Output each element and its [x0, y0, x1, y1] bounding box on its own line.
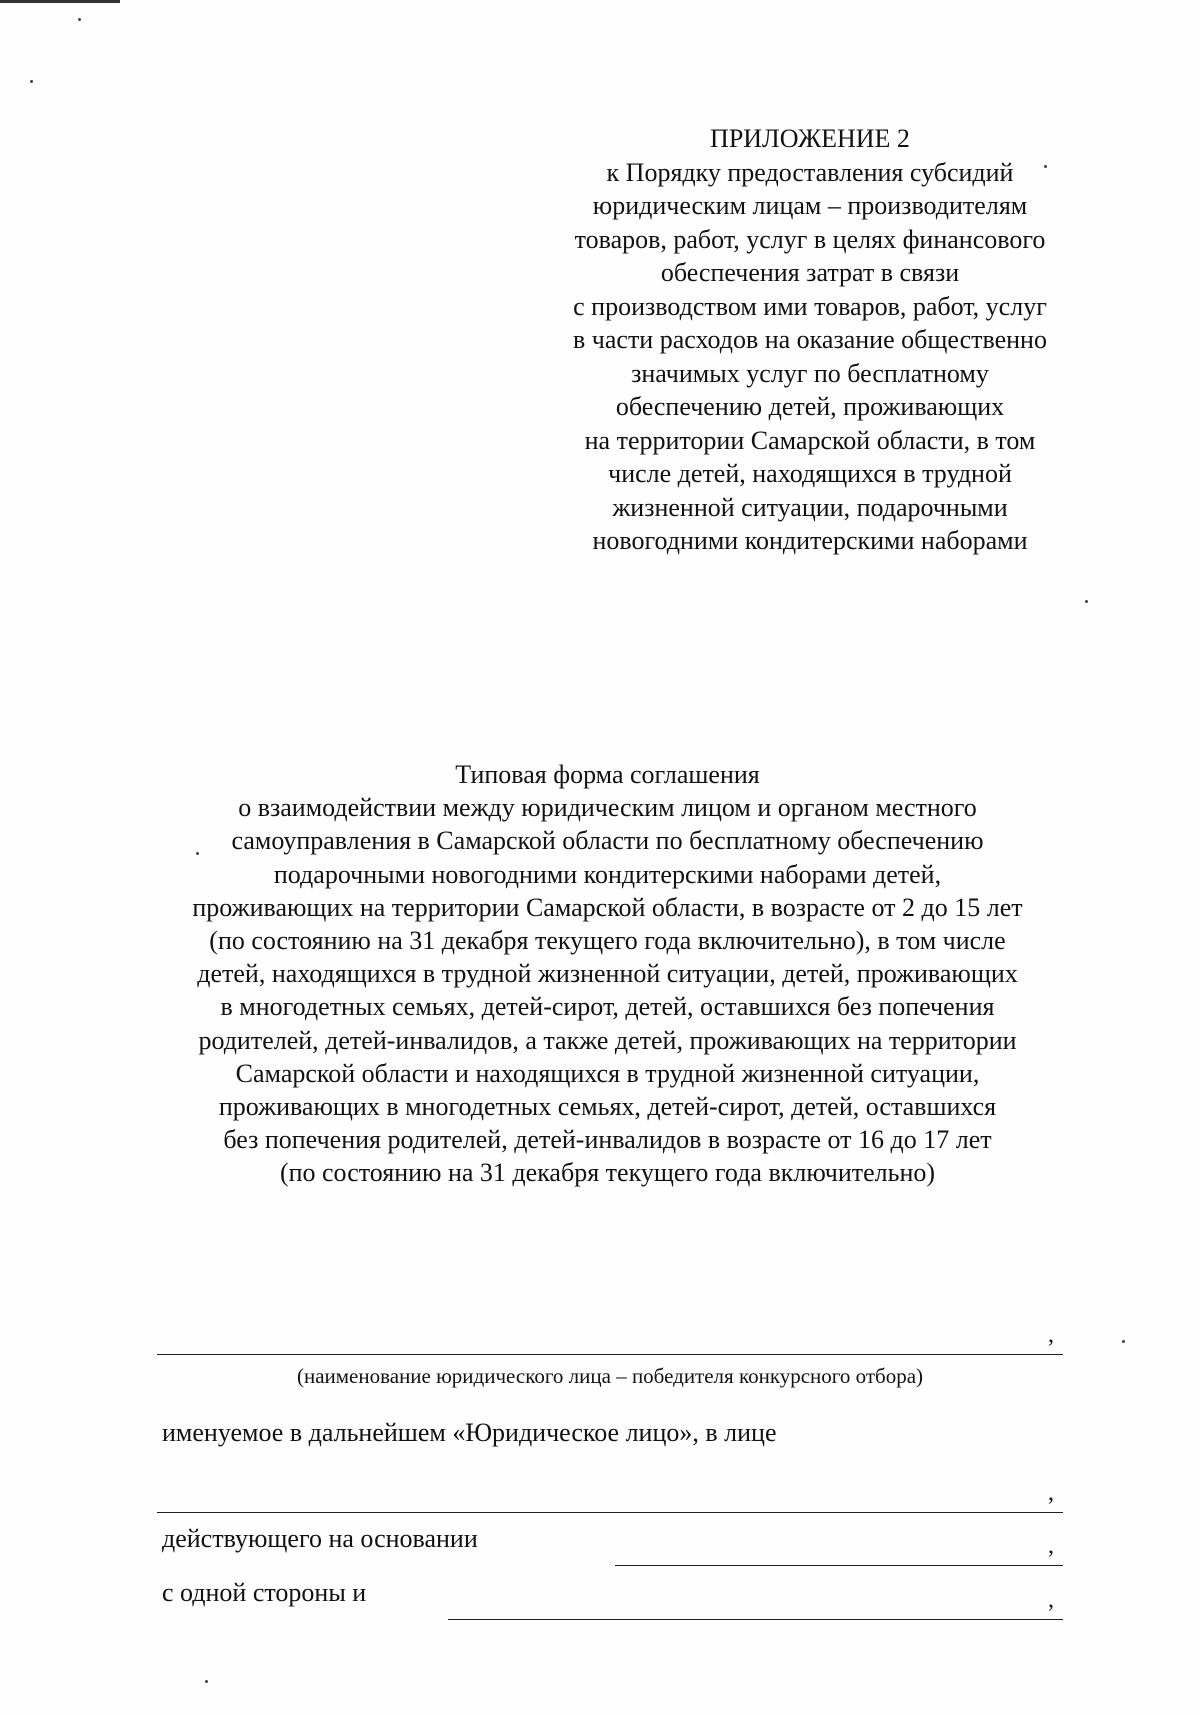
form-title-line: родителей, детей-инвалидов, а также детей, проживающих на территории: [198, 1025, 1017, 1055]
form-title-line: Типовая форма соглашения: [455, 760, 760, 789]
appendix-line: к Порядку предоставления субсидий: [606, 157, 1014, 187]
form-title-line: (по состоянию на 31 декабря текущего года включительно): [279, 1158, 936, 1188]
appendix-line: товаров, работ, услуг в целях финансового: [574, 224, 1046, 254]
form-title-line: (по состоянию на 31 декабря текущего года включительно), в том числе: [209, 926, 1006, 956]
form-title-line: Самарской области и находящихся в трудной жизненной ситуации,: [235, 1058, 980, 1088]
scan-speck: [196, 852, 199, 855]
entity-name-line[interactable]: [157, 1354, 1063, 1355]
form-title: [130, 758, 1085, 1190]
comma: ,: [1048, 1533, 1054, 1559]
form-title-line: в многодетных семьях, детей-сирот, детей, оставшихся без попечения: [220, 992, 995, 1022]
comma: ,: [1048, 1322, 1054, 1348]
appendix-line: с производством ими товаров, работ, услуг: [573, 291, 1047, 321]
form-title-line: о взаимодействии между юридическим лицом и органом местного: [238, 793, 977, 823]
scan-speck: [1122, 1340, 1125, 1343]
scan-speck: [78, 18, 81, 21]
scan-speck: [205, 1680, 208, 1683]
scan-edge-mark: [0, 0, 120, 3]
appendix-line: жизненной ситуации, подарочными: [612, 492, 1008, 522]
counterparty-line[interactable]: [448, 1619, 1063, 1620]
one-side-text: с одной стороны и: [162, 1578, 367, 1607]
appendix-line: в части расходов на оказание общественно: [573, 325, 1047, 354]
appendix-line: юридическим лицам – производителям: [592, 191, 1028, 220]
appendix-line: числе детей, находящихся в трудной: [608, 459, 1012, 488]
appendix-line: значимых услуг по бесплатному: [631, 358, 989, 388]
referred-as-text: именуемое в дальнейшем «Юридическое лицо», в лице: [162, 1418, 777, 1447]
form-title-line: проживающих на территории Самарской области, в возрасте от 2 до 15 лет: [192, 892, 1023, 922]
form-title-line: проживающих в многодетных семьях, детей-сирот, детей, оставшихся: [218, 1092, 997, 1122]
acting-basis-line[interactable]: [615, 1565, 1063, 1566]
comma: ,: [1048, 1480, 1054, 1506]
scan-speck: [1085, 600, 1088, 603]
appendix-header: [545, 122, 1075, 558]
scan-speck: [1044, 165, 1047, 168]
form-title-line: детей, находящихся в трудной жизненной ситуации, детей, проживающих: [197, 959, 1018, 989]
form-title-line: самоуправления в Самарской области по бесплатному обеспечению: [231, 826, 984, 856]
appendix-line: новогодними кондитерскими наборами: [592, 526, 1028, 555]
entity-name-caption: (наименование юридического лица – победителя конкурсного отбора): [296, 1364, 924, 1388]
appendix-line: обеспечения затрат в связи: [660, 258, 960, 287]
form-title-line: подарочными новогодними кондитерскими наборами детей,: [273, 859, 942, 889]
acting-basis-text: действующего на основании: [162, 1524, 478, 1553]
appendix-line: обеспечению детей, проживающих: [615, 392, 1005, 421]
comma: ,: [1048, 1587, 1054, 1613]
appendix-line: на территории Самарской области, в том: [584, 425, 1036, 455]
appendix-heading: ПРИЛОЖЕНИЕ 2: [710, 124, 910, 153]
representative-line[interactable]: [157, 1512, 1063, 1513]
scan-speck: [30, 80, 33, 83]
form-title-line: без попечения родителей, детей-инвалидов в возрасте от 16 до 17 лет: [223, 1125, 992, 1155]
